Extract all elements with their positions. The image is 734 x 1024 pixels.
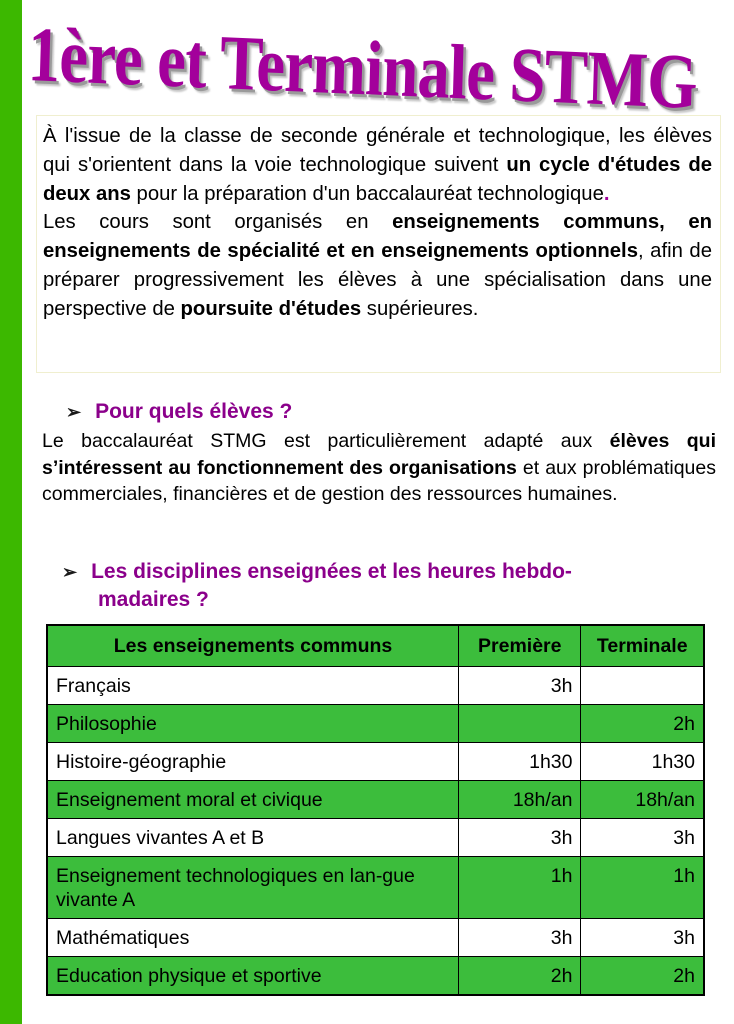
eleves-paragraph [42,428,716,508]
terminale-cell: 2h [581,705,704,743]
table-row [47,919,704,957]
side-bar [0,0,22,1024]
premiere-cell: 3h [459,667,581,705]
intro-paragraph-1 [43,122,712,208]
intro-text: Les cours sont organisés en [43,211,393,234]
premiere-cell: 18h/an [459,781,581,819]
intro-text: , afin de préparer progressivement les élèves à une spécialisation dans une perspective de [43,240,712,320]
terminale-cell: 1h30 [581,743,704,781]
column-header: Les enseignements communs [47,625,459,667]
eleves-bold-text: élèves qui s’intéressent au fonctionnement des organisations [42,430,716,479]
intro-text: pour la préparation d'un baccalauréat technologique [130,182,604,205]
arrow-bullet-icon: ➢ [66,402,82,422]
table-row [47,743,704,781]
intro-bold-poursuite: poursuite d'études [180,297,362,320]
terminale-cell: 2h [581,957,704,996]
premiere-cell: 1h [459,857,581,919]
section-heading-disciplines [62,558,722,614]
table-row [47,705,704,743]
column-header: Première [459,625,581,667]
intro-bold-enseignements: enseignements communs, en enseignements de spécialité et en enseignements optionnels [43,211,712,263]
page-title: 1ère et Terminale STMG [26,10,699,126]
intro-text: supérieures. [361,297,479,320]
subject-cell: Enseignement technologiques en lan-gue vivante A [47,857,459,919]
intro-box [36,115,721,373]
subject-cell: Histoire-géographie [47,743,459,781]
column-header: Terminale [581,625,704,667]
table-row [47,667,704,705]
premiere-cell [459,705,581,743]
premiere-cell: 2h [459,957,581,996]
intro-bold-cycle: un cycle d'études de deux ans [43,153,712,205]
section-heading-eleves [66,398,706,426]
terminale-cell: 18h/an [581,781,704,819]
intro-dot: . [603,182,610,205]
table-row [47,781,704,819]
premiere-cell: 3h [459,819,581,857]
subject-cell: Langues vivantes A et B [47,819,459,857]
subject-cell: Education physique et sportive [47,957,459,996]
premiere-cell: 3h [459,919,581,957]
table-row [47,857,704,919]
intro-text: À l'issue de la classe de seconde générale et technologique, les élèves qui s'orientent dans la voie technologique suivent [43,125,712,176]
terminale-cell: 3h [581,919,704,957]
premiere-cell: 1h30 [459,743,581,781]
subject-cell: Philosophie [47,705,459,743]
terminale-cell: 1h [581,857,704,919]
table-row [47,957,704,996]
eleves-text: Le baccalauréat STMG est particulièrement adapté aux [42,430,610,452]
table-row [47,819,704,857]
subject-cell: Enseignement moral et civique [47,781,459,819]
section-heading-text: Pour quels élèves ? [95,400,293,423]
section-heading-text: Les disciplines enseignées et les heures hebdo- [91,560,572,583]
hours-table [46,624,705,996]
section-heading-text-continued: madaires ? [98,588,209,611]
subject-cell: Mathématiques [47,919,459,957]
terminale-cell [581,667,704,705]
eleves-text: et aux problématiques commerciales, financières et de gestion des ressources humaines. [42,456,716,505]
intro-paragraph-2 [43,208,712,323]
terminale-cell: 3h [581,819,704,857]
arrow-bullet-icon: ➢ [62,562,78,582]
subject-cell: Français [47,667,459,705]
table-header-row [47,625,704,667]
